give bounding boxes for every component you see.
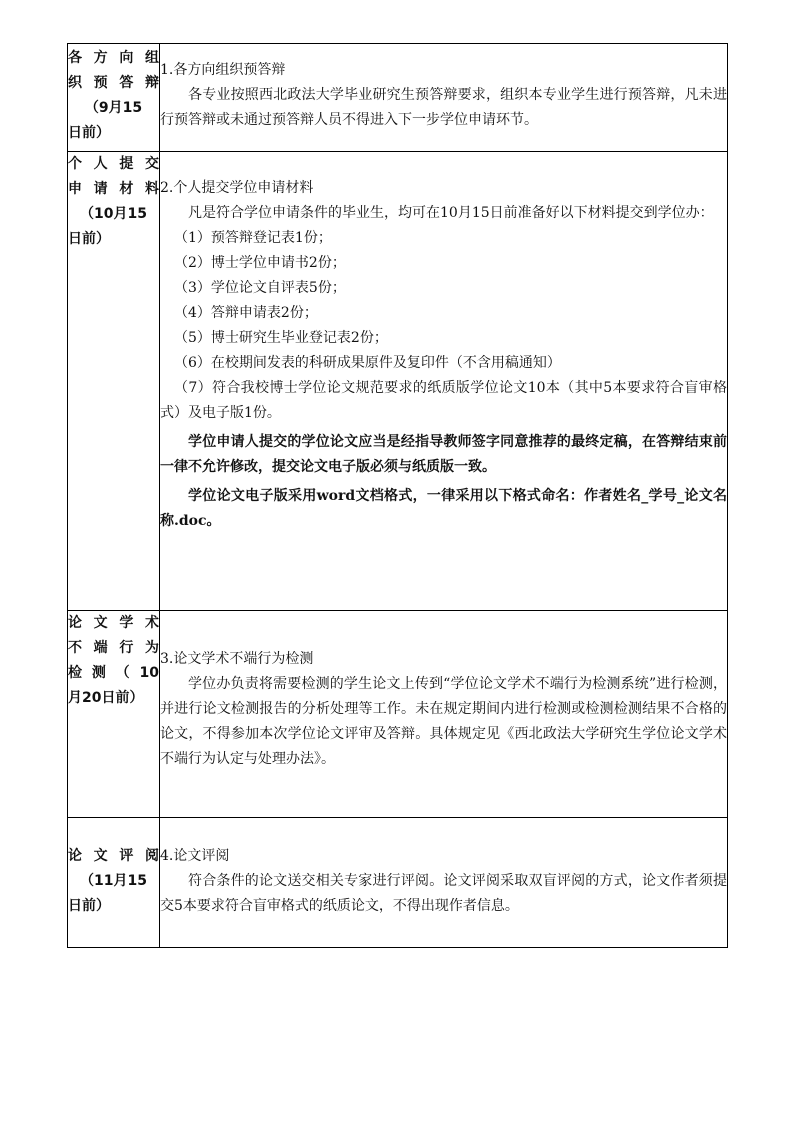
stage-label-line: 日前）	[68, 125, 110, 141]
list-item: （4）答辩申请表2份；	[174, 305, 318, 321]
stage-content-cell	[160, 152, 728, 611]
list-item: （6）在校期间发表的科研成果原件及复印件（不含用稿通知）	[174, 355, 561, 371]
stage-label-line: 个人提交	[68, 156, 159, 172]
stage-content-cell	[160, 818, 728, 948]
paragraph: 符合条件的论文送交相关专家进行评阅。论文评阅采取双盲评阅的方式，论文作者须提交5本要求符合盲审格式的纸质论文，不得出现作者信息。	[160, 873, 727, 914]
section-heading: 2.个人提交学位申请材料	[160, 180, 314, 196]
bold-paragraph: 学位论文电子版采用word文档格式，一律采用以下格式命名：作者姓名_学号_论文名称.doc。	[160, 488, 727, 529]
stage-label-cell	[68, 44, 160, 152]
stage-label-line: 申请材料	[68, 181, 159, 197]
bold-paragraph: 学位申请人提交的学位论文应当是经指导教师签字同意推荐的最终定稿，在答辩结束前一律不允许修改，提交论文电子版必须与纸质版一致。	[160, 434, 727, 475]
paragraph: 各专业按照西北政法大学毕业研究生预答辩要求，组织本专业学生进行预答辩，凡未进行预答辩或未通过预答辩人员不得进入下一步学位申请环节。	[160, 87, 727, 128]
list-item: （2）博士学位申请书2份；	[174, 255, 346, 271]
stage-label-line: 日前）	[68, 231, 110, 247]
list-item: （1）预答辩登记表1份；	[174, 230, 332, 246]
stage-content-cell	[160, 44, 728, 152]
schedule-table	[67, 43, 728, 948]
list-item: （3）学位论文自评表5份；	[174, 280, 346, 296]
stage-label-cell	[68, 611, 160, 818]
stage-label-line: 不端行为	[68, 640, 159, 656]
table-row	[68, 818, 728, 948]
stage-label-line: （9月15	[84, 100, 143, 116]
paragraph: 学位办负责将需要检测的学生论文上传到“学位论文学术不端行为检测系统”进行检测，并进行论文检测报告的分析处理等工作。未在规定期间内进行检测或检测检测结果不合格的论文，不得参加本次学位论文评审及答辩。具体规定见《西北政法大学研究生学位论文学术不端行为认定与处理办法》。	[160, 676, 727, 767]
stage-label-line: 织预答辩	[68, 75, 159, 91]
paragraph: 凡是符合学位申请条件的毕业生，均可在10月15日前准备好以下材料提交到学位办：	[188, 205, 714, 221]
table-row	[68, 44, 728, 152]
stage-label-cell	[68, 152, 160, 611]
stage-label-line: （11月15	[80, 873, 147, 889]
stage-content-cell	[160, 611, 728, 818]
stage-label-line: 各方向组	[68, 50, 159, 66]
section-heading: 4.论文评阅	[160, 848, 230, 864]
section-heading: 3.论文学术不端行为检测	[160, 651, 314, 667]
section-heading: 1.各方向组织预答辩	[160, 62, 286, 78]
table-row	[68, 152, 728, 611]
stage-label-line: 论文学术	[68, 615, 159, 631]
table-row	[68, 611, 728, 818]
stage-label-line: 检测（10	[68, 665, 159, 681]
stage-label-line: 论文评阅	[68, 848, 159, 864]
stage-label-line: 月20日前）	[68, 690, 144, 706]
stage-label-line: （10月15	[80, 206, 147, 222]
stage-label-cell	[68, 818, 160, 948]
stage-label-line: 日前）	[68, 898, 110, 914]
list-item: （5）博士研究生毕业登记表2份；	[174, 330, 388, 346]
list-item: （7）符合我校博士学位论文规范要求的纸质版学位论文10本（其中5本要求符合盲审格式）及电子版1份。	[160, 380, 727, 421]
